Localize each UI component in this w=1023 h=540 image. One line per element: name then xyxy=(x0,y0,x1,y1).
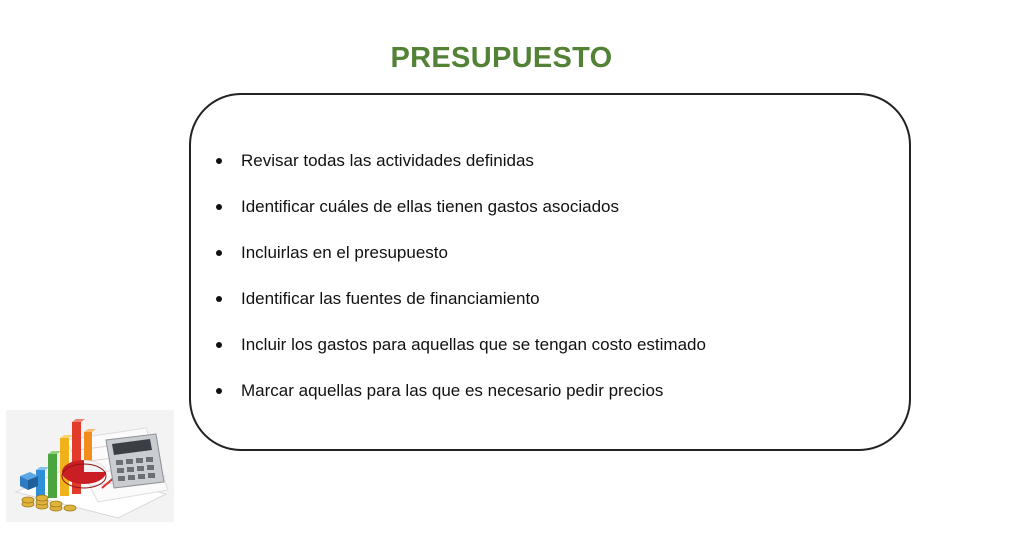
page-title: PRESUPUESTO xyxy=(390,42,613,74)
bullet-text: Identificar cuáles de ellas tienen gastos asociados xyxy=(241,197,620,216)
list-item xyxy=(215,334,706,380)
list-item xyxy=(215,380,706,426)
bullet-icon xyxy=(216,250,222,256)
bullet-icon xyxy=(216,296,222,302)
bullet-text: Revisar todas las actividades definidas xyxy=(241,151,534,170)
bullet-text: Incluir los gastos para aquellas que se tengan costo estimado xyxy=(241,335,706,354)
finance-chart-calculator-icon xyxy=(6,410,174,522)
list-item xyxy=(215,150,706,196)
content-box xyxy=(189,93,911,451)
bullet-text: Identificar las fuentes de financiamiento xyxy=(241,289,540,308)
bullet-text: Marcar aquellas para las que es necesario pedir precios xyxy=(241,381,664,400)
bullet-icon xyxy=(216,388,222,394)
bullet-icon xyxy=(216,342,222,348)
bullet-list xyxy=(215,150,706,426)
bullet-text: Incluirlas en el presupuesto xyxy=(241,243,448,262)
list-item xyxy=(215,288,706,334)
bullet-icon xyxy=(216,204,222,210)
bullet-icon xyxy=(216,158,222,164)
list-item xyxy=(215,242,706,288)
list-item xyxy=(215,196,706,242)
